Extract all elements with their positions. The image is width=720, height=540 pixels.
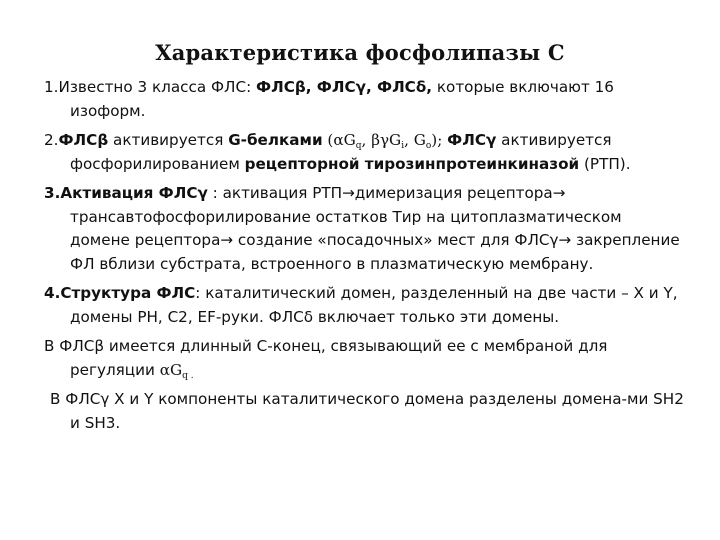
p6-text: В ФЛСγ X и Y компоненты каталитического домена разделены домена-ми SH2 и SH3. xyxy=(50,390,684,432)
slide-body xyxy=(44,76,684,441)
p5-tail: . xyxy=(187,370,194,381)
p1-text: 1.Известно 3 класса ФЛС: xyxy=(44,78,257,96)
p2-betagamma-g: βγG xyxy=(371,131,402,149)
p2-comma-1: , xyxy=(361,131,372,149)
p2-g-proteins: G-белками xyxy=(228,131,323,149)
p5-alpha-g: αG xyxy=(159,360,183,379)
p2-rtk-abbr: (РТП). xyxy=(579,154,631,173)
p5-text: В ФЛСβ имеется длинный С-конец, связывающий ее с мембраной для регуляции xyxy=(44,337,608,379)
p2-paren-open: ( xyxy=(322,131,334,149)
paragraph-1 xyxy=(44,76,684,123)
p4-heading: 4.Структура ФЛС xyxy=(44,284,196,302)
p2-rtk: рецепторной тирозинпротеинкиназой xyxy=(244,154,580,173)
paragraph-3 xyxy=(44,182,684,276)
p5-sub-q: q xyxy=(182,370,188,381)
p4-text: : каталитический домен, разделенный на две части – X и Y, домены PH, C2, EF-руки. ФЛСδ включает только эти домены. xyxy=(70,284,678,326)
paragraph-2 xyxy=(44,129,684,176)
p2-number: 2. xyxy=(44,131,59,149)
paragraph-5 xyxy=(44,335,684,382)
p2-activates: активируется xyxy=(108,131,229,149)
p2-sub-q: q xyxy=(355,141,362,151)
p2-paren-close: ); xyxy=(431,131,448,149)
paragraph-6 xyxy=(44,388,684,435)
p3-heading: 3.Активация ФЛСγ xyxy=(44,184,208,202)
p1-plc-classes: ФЛСβ, ФЛСγ, ФЛСδ, xyxy=(256,78,433,96)
p2-alpha-g: αG xyxy=(333,131,356,149)
p2-plcg: ФЛСγ xyxy=(447,131,497,149)
slide-title: Характеристика фосфолипазы С xyxy=(155,40,565,65)
p2-plcb: ФЛСβ xyxy=(58,131,109,149)
p3-text: : активация РТП→димеризация рецептора→ трансавтофосфорилирование остатков Тир на цитоплазматическом домене рецептора→ создание «посадочных» мест для ФЛСγ→ закрепление ФЛ вблизи субстрата, встроенного в плазматическую мембрану. xyxy=(70,184,680,273)
p2-comma-2: , G xyxy=(404,131,426,149)
paragraph-4 xyxy=(44,282,684,329)
p1-tail: которые включают 16 изоформ. xyxy=(70,78,614,120)
p2-sub-o: o xyxy=(425,141,432,151)
p2-activates-2: активируется фосфорилированием xyxy=(70,131,612,173)
p2-sub-i: i xyxy=(401,141,405,151)
